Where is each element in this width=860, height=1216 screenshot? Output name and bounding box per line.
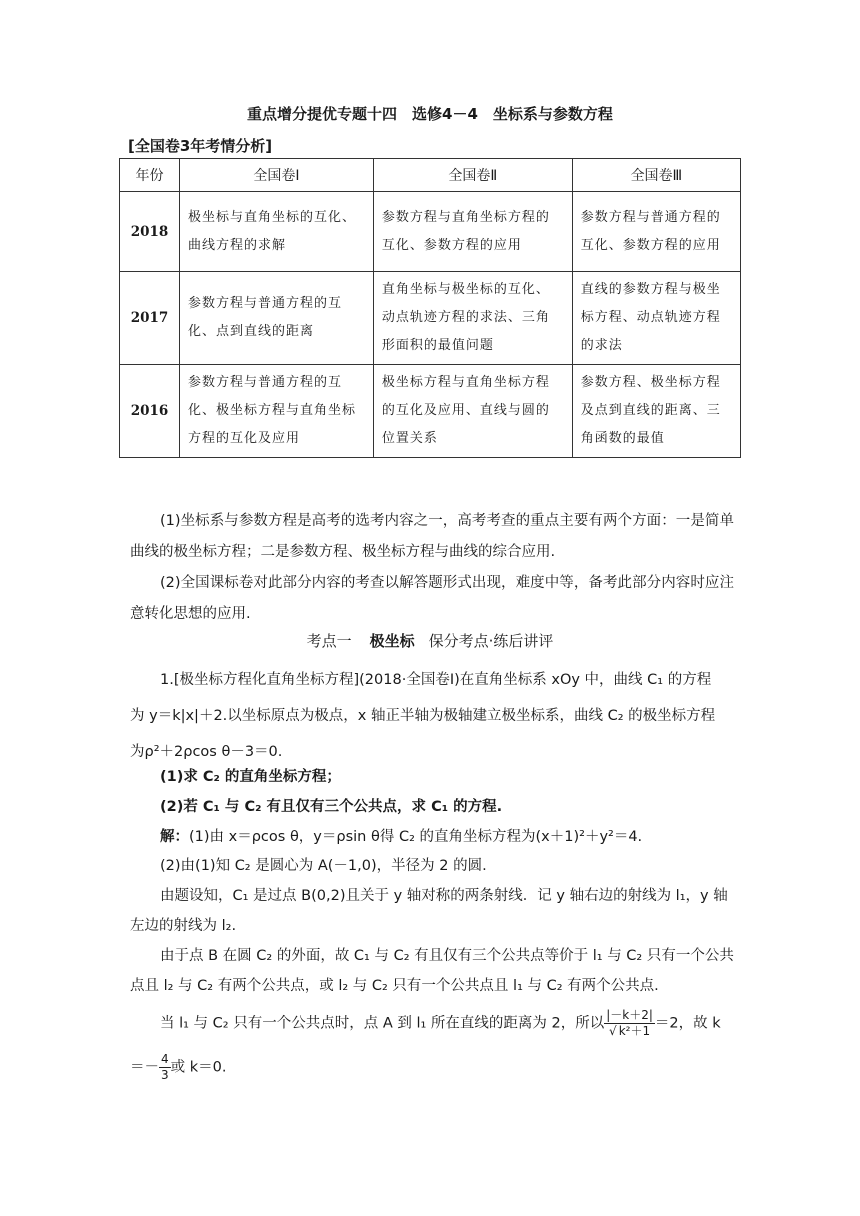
solution-line — [130, 1052, 736, 1083]
question-2: (2)若 C₁ 与 C₂ 有且仅有三个公共点，求 C₁ 的方程. — [160, 799, 503, 815]
fraction-numerator: 4 — [161, 1052, 169, 1066]
solution-line: 左边的射线为 l₂. — [130, 918, 237, 934]
solution-line: 点且 l₂ 与 C₂ 有两个公共点，或 l₂ 与 C₂ 只有一个公共点且 l₁ 与 C₂ 有两个公共点. — [130, 978, 659, 994]
solution-text: 当 l₁ 与 C₂ 只有一个公共点时，点 A 到 l₁ 所在直线的距离为 2，所以 — [160, 1015, 605, 1032]
solution-text: 或 k＝0. — [170, 1059, 227, 1076]
table-cell: 极坐标方程与直角坐标方程的互化及应用、直线与圆的位置关系 — [373, 365, 572, 458]
radicand: k²＋1 — [618, 1024, 651, 1038]
table-cell: 直角坐标与极坐标的互化、动点轨迹方程的求法、三角形面积的最值问题 — [373, 272, 572, 365]
solution-text: ＝2，故 k — [654, 1015, 721, 1032]
fraction-denominator: √ k²＋1 — [609, 1024, 651, 1038]
table-cell: 参数方程、极坐标方程及点到直线的距离、三角函数的最值 — [572, 365, 740, 458]
solution-line: 由题设知，C₁ 是过点 B(0,2)且关于 y 轴对称的两条射线．记 y 轴右边的射线为 l₁，y 轴 — [160, 888, 728, 904]
section-suffix: 保分考点·练后讲评 — [428, 632, 554, 650]
header-paper-3: 全国卷Ⅲ — [572, 159, 740, 192]
header-paper-2: 全国卷Ⅱ — [373, 159, 572, 192]
question-1: (1)求 C₂ 的直角坐标方程； — [160, 769, 341, 785]
problem-line: 为ρ²＋2ρcos θ－3＝0. — [130, 744, 283, 760]
table-cell: 直线的参数方程与极坐标方程、动点轨迹方程的求法 — [572, 272, 740, 365]
analysis-heading: [全国卷3年考情分析] — [128, 137, 273, 155]
table-cell: 参数方程与普通方程的互化、点到直线的距离 — [180, 272, 374, 365]
exam-analysis-table — [119, 158, 741, 458]
fraction-denominator: 3 — [161, 1068, 169, 1082]
distance-fraction — [604, 1008, 655, 1039]
fraction-numerator: |－k＋2| — [606, 1008, 653, 1022]
solution-line — [160, 1008, 766, 1039]
solution-line: (2)由(1)知 C₂ 是圆心为 A(－1,0)，半径为 2 的圆. — [160, 858, 487, 874]
solution-text: (1)由 x＝ρcos θ，y＝ρsin θ得 C₂ 的直角坐标方程为(x＋1)²＋y²＝4. — [189, 829, 643, 845]
solution-label: 解： — [160, 829, 189, 845]
table-cell: 参数方程与普通方程的互化、参数方程的应用 — [572, 192, 740, 272]
table-row — [120, 272, 741, 365]
section-prefix: 考点一 — [306, 632, 352, 650]
header-year: 年份 — [120, 159, 180, 192]
table-cell: 参数方程与普通方程的互化、极坐标方程与直角坐标方程的互化及应用 — [180, 365, 374, 458]
page-title: 重点增分提优专题十四 选修4－4 坐标系与参数方程 — [247, 105, 613, 123]
table-cell: 参数方程与直角坐标方程的互化、参数方程的应用 — [373, 192, 572, 272]
note-paragraph-1: (1)坐标系与参数方程是高考的选考内容之一，高考考查的重点主要有两个方面：一是简单曲线的极坐标方程；二是参数方程、极坐标方程与曲线的综合应用. — [130, 513, 734, 560]
section-heading — [0, 630, 860, 651]
header-paper-1: 全国卷Ⅰ — [180, 159, 374, 192]
solution-text: ＝－ — [130, 1059, 159, 1076]
problem-line: 1.[极坐标方程化直角坐标方程](2018·全国卷Ⅰ)在直角坐标系 xOy 中，曲线 C₁ 的方程 — [160, 672, 712, 688]
section-title: 极坐标 — [369, 632, 415, 650]
table-row — [120, 365, 741, 458]
year-cell: 2016 — [120, 365, 180, 458]
note-paragraph-2: (2)全国课标卷对此部分内容的考查以解答题形式出现，难度中等，备考此部分内容时应注意转化思想的应用. — [130, 575, 734, 622]
solution-line: 由于点 B 在圆 C₂ 的外面，故 C₁ 与 C₂ 有且仅有三个公共点等价于 l₁ 与 C₂ 只有一个公共 — [160, 948, 734, 964]
year-cell: 2018 — [120, 192, 180, 272]
table-cell: 极坐标与直角坐标的互化、曲线方程的求解 — [180, 192, 374, 272]
solution-line — [160, 825, 766, 846]
table-row — [120, 192, 741, 272]
table-header-row — [120, 159, 741, 192]
year-cell: 2017 — [120, 272, 180, 365]
problem-line: 为 y＝k|x|＋2.以坐标原点为极点，x 轴正半轴为极轴建立极坐标系，曲线 C₂ 的极坐标方程 — [130, 708, 716, 724]
k-fraction — [159, 1052, 171, 1083]
